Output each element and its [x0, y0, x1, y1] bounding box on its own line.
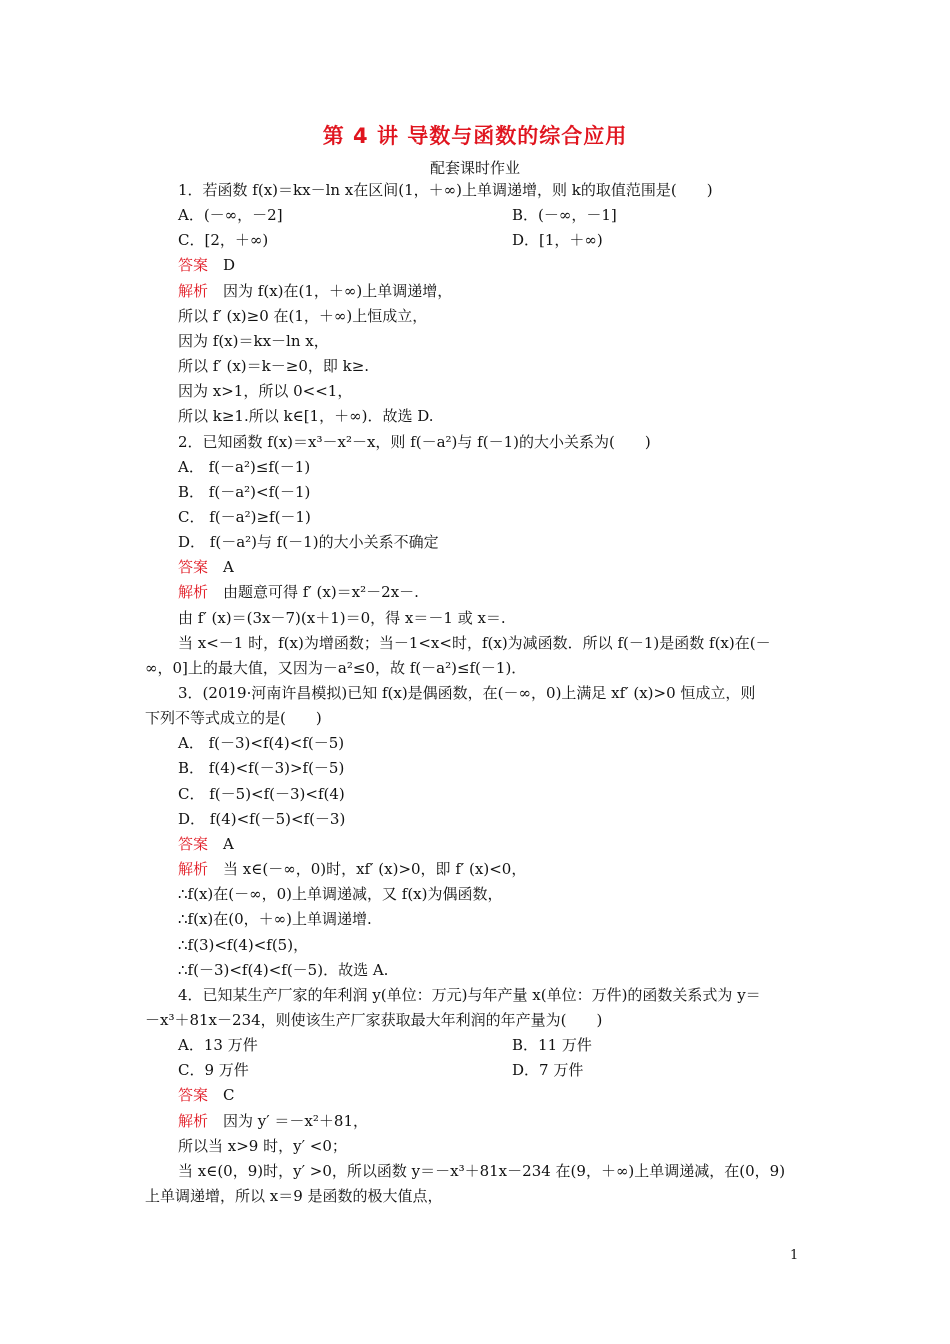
- line-text: D: [208, 256, 236, 275]
- line-text: 上单调递增，所以 x＝9 是函数的极大值点，: [145, 1187, 443, 1205]
- line-text: D． f(4)<f(－5)<f(－3): [178, 809, 346, 828]
- line-text: 当 x∈(－∞，0)时，xf′ (x)>0，即 f′ (x)<0，: [208, 860, 527, 879]
- line-text: 1．若函数 f(x)＝kx－ln x在区间(1，＋∞)上单调递增，则 k的取值范围是( ): [178, 181, 713, 199]
- text-line: [145, 1186, 443, 1206]
- analysis-label: 解析: [178, 583, 209, 602]
- text-line: [178, 1060, 249, 1080]
- line-text: 因为 x>1，所以 0<<1，: [178, 382, 353, 401]
- line-text: C: [208, 1086, 235, 1105]
- text-line: [178, 557, 234, 577]
- text-line: [178, 507, 311, 527]
- text-line: [178, 960, 388, 980]
- line-text: A． f(－3)<f(4)<f(－5): [178, 734, 345, 753]
- text-line: [178, 733, 344, 753]
- text-line: [178, 356, 369, 376]
- line-text: ∞，0]上的最大值，又因为－a²≤0，故 f(－a²)≤f(－1)．: [145, 658, 527, 677]
- line-text: A． f(－a²)≤f(－1): [178, 457, 311, 476]
- text-line: [178, 255, 235, 275]
- line-text: 因为 y′ ＝－x²＋81，: [208, 1111, 368, 1130]
- line-text: A: [208, 558, 234, 577]
- line-text: C．9 万件: [178, 1061, 249, 1080]
- text-line: [178, 1085, 235, 1105]
- line-text: 当 x<－1 时，f(x)为增函数；当－1<x<时，f(x)为减函数．所以 f(－1)是函数 f(x)在(－: [178, 633, 771, 652]
- text-line: [178, 809, 345, 829]
- line-text: 因为 f(x)在(1，＋∞)上单调递增，: [208, 281, 453, 300]
- line-text: C．[2，＋∞): [178, 231, 269, 250]
- line-text: 所以 k≥1.所以 k∈[1，＋∞)．故选 D.: [178, 407, 434, 426]
- text-line: [145, 658, 526, 678]
- answer-label: 答案: [178, 1086, 209, 1105]
- line-text: B． f(－a²)<f(－1): [178, 482, 311, 501]
- text-line: [178, 331, 329, 351]
- text-line: [178, 482, 310, 502]
- line-text: 所以 f′ (x)≥0 在(1，＋∞)上恒成立，: [178, 306, 428, 325]
- text-line: [178, 1111, 368, 1131]
- option-right: D．7 万件: [512, 1061, 584, 1080]
- text-line: [145, 1010, 602, 1030]
- text-line: [178, 683, 755, 703]
- line-text: ∴f(x)在(－∞，0)上单调递减，又 f(x)为偶函数，: [178, 885, 503, 904]
- text-line: [178, 180, 713, 200]
- line-text: A．13 万件: [178, 1036, 258, 1055]
- text-line: [178, 406, 433, 426]
- option-right: B．11 万件: [512, 1036, 592, 1055]
- text-line: [178, 633, 771, 653]
- text-line: [178, 758, 344, 778]
- text-line: [178, 532, 439, 552]
- text-line: [178, 935, 308, 955]
- line-text: 由 f′ (x)＝(3x－7)(x＋1)＝0，得 x＝－1 或 x＝.: [178, 608, 506, 627]
- answer-label: 答案: [178, 256, 209, 275]
- text-line: [178, 381, 352, 401]
- line-text: 因为 f(x)＝kx－ln x，: [178, 331, 329, 350]
- line-text: 4．已知某生产厂家的年利润 y(单位：万元)与年产量 x(单位：万件)的函数关系式为 y＝: [178, 985, 761, 1004]
- text-line: [178, 457, 310, 477]
- line-text: A．(－∞，－2]: [178, 206, 283, 225]
- option-right: D．[1，＋∞): [512, 231, 603, 250]
- page-title: 第 4 讲 导数与函数的综合应用: [322, 124, 628, 148]
- text-line: [178, 884, 503, 904]
- text-line: [178, 859, 526, 879]
- text-line: [178, 1136, 347, 1156]
- line-text: ∴f(x)在(0，＋∞)上单调递增.: [178, 910, 372, 929]
- line-text: 3．(2019·河南许昌模拟)已知 f(x)是偶函数，在(－∞，0)上满足 xf′ (x)>0 恒成立，则: [178, 684, 756, 702]
- option-right: B．(－∞，－1]: [512, 206, 617, 225]
- analysis-label: 解析: [178, 860, 209, 879]
- line-text: C． f(－a²)≥f(－1): [178, 507, 311, 526]
- text-line: [178, 306, 427, 326]
- text-line: [178, 784, 345, 804]
- text-line: [178, 230, 268, 250]
- text-line: [178, 205, 283, 225]
- line-text: C． f(－5)<f(－3)<f(4): [178, 784, 345, 803]
- line-text: B． f(4)<f(－3)>f(－5): [178, 759, 345, 778]
- text-line: [178, 582, 419, 602]
- text-line: [178, 432, 651, 452]
- text-line: [178, 281, 452, 301]
- line-text: 下列不等式成立的是( ): [145, 709, 322, 728]
- line-text: 由题意可得 f′ (x)＝x²－2x－.: [208, 583, 419, 602]
- line-text: ∴f(3)<f(4)<f(5)，: [178, 935, 309, 954]
- line-text: A: [208, 834, 234, 853]
- text-line: [178, 608, 506, 628]
- line-text: －x³＋81x－234，则使该生产厂家获取最大年利润的年产量为( ): [145, 1010, 603, 1029]
- line-text: ∴f(－3)<f(4)<f(－5)．故选 A.: [178, 960, 389, 979]
- analysis-label: 解析: [178, 281, 209, 300]
- text-line: [145, 708, 322, 728]
- text-line: [178, 1035, 258, 1055]
- analysis-label: 解析: [178, 1111, 209, 1130]
- line-text: 所以当 x>9 时，y′ <0；: [178, 1136, 347, 1155]
- page-subtitle: 配套课时作业: [429, 159, 520, 177]
- text-line: [178, 909, 372, 929]
- text-line: [178, 985, 761, 1005]
- line-text: 所以 f′ (x)＝k－≥0，即 k≥.: [178, 357, 370, 376]
- answer-label: 答案: [178, 834, 209, 853]
- line-text: 2．已知函数 f(x)＝x³－x²－x，则 f(－a²)与 f(－1)的大小关系为( ): [178, 432, 651, 451]
- line-text: D． f(－a²)与 f(－1)的大小关系不确定: [178, 533, 439, 552]
- text-line: [178, 834, 234, 854]
- line-text: 当 x∈(0，9)时，y′ >0，所以函数 y＝－x³＋81x－234 在(9，＋∞)上单调递减，在(0，9): [178, 1161, 786, 1180]
- text-line: [178, 1161, 785, 1181]
- page-number: 1: [790, 1248, 799, 1263]
- answer-label: 答案: [178, 558, 209, 577]
